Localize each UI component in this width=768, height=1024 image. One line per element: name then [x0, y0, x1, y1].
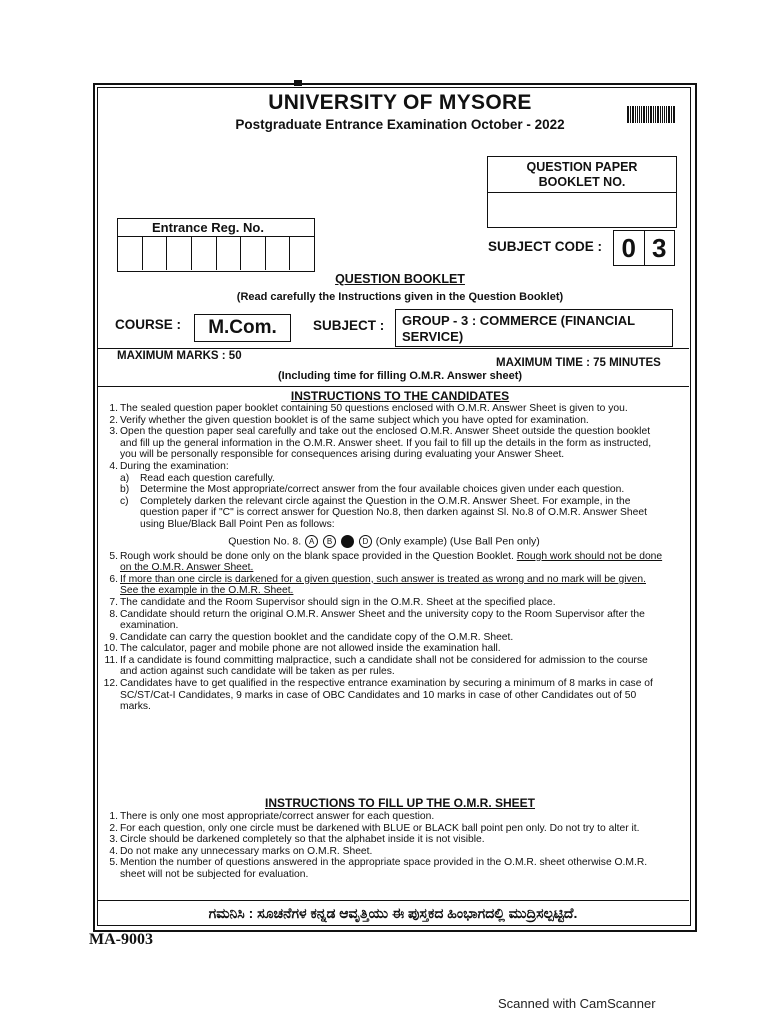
- max-marks: MAXIMUM MARKS : 50: [117, 350, 242, 362]
- subject-code-label: SUBJECT CODE :: [488, 239, 603, 254]
- qp-booklet-label-2: BOOKLET NO.: [538, 175, 626, 189]
- subject-value: GROUP - 3 : COMMERCE (FINANCIAL SERVICE): [395, 309, 673, 347]
- list-item: 1. The sealed question paper booklet containing 50 questions enclosed with O.M.R. Answer Sheet is given to you.: [109, 403, 628, 414]
- reg-cell[interactable]: [143, 237, 168, 270]
- qp-booklet-number-field[interactable]: [488, 193, 676, 226]
- question-example-suffix: (Only example) (Use Ball Pen only): [375, 534, 540, 547]
- list-item: 6. If more than one circle is darkened for a given question, such answer is treated as wrong and no mark will be given. See the example in the O.M.R. Sheet.: [109, 573, 646, 597]
- list-item: 4. Do not make any unnecessary marks on O.M.R. Sheet.: [109, 845, 373, 857]
- entrance-reg-label: Entrance Reg. No.: [118, 219, 314, 237]
- subject-code-digit: 0: [614, 231, 645, 265]
- list-subitem: a) Read each question carefully.: [120, 472, 275, 484]
- reg-cell[interactable]: [118, 237, 143, 270]
- list-item: 2. For each question, only one circle must be darkened with BLUE or BLACK ball point pen only. Do not try to alter it.: [109, 822, 640, 834]
- scanner-watermark: Scanned with CamScanner: [498, 996, 656, 1011]
- university-title: UNIVERSITY OF MYSORE: [268, 91, 532, 114]
- entrance-reg-box: [117, 218, 315, 272]
- divider: [97, 348, 689, 349]
- reg-cell[interactable]: [167, 237, 192, 270]
- reg-cell[interactable]: [217, 237, 242, 270]
- reg-cell[interactable]: [192, 237, 217, 270]
- option-c-filled-circle-icon: [341, 535, 354, 548]
- subject-label: SUBJECT :: [313, 318, 385, 333]
- list-item: 3. Circle should be darkened completely so that the alphabet inside it is not visible.: [109, 834, 485, 846]
- document-code: MA-9003: [89, 931, 153, 948]
- subject-code-box: [613, 230, 675, 266]
- entrance-reg-cells[interactable]: [118, 237, 314, 270]
- subject-code-digit: 3: [652, 233, 667, 263]
- list-item: 5. Rough work should be done only on the blank space provided in the Question Booklet. Rough work should not be done on the O.M.R. Answer Sheet.: [109, 550, 663, 574]
- list-item: 7. The candidate and the Room Supervisor should sign in the O.M.R. Sheet at the specified place.: [109, 596, 556, 608]
- reg-cell[interactable]: [266, 237, 291, 270]
- reg-cell[interactable]: [290, 237, 314, 270]
- exam-title: Postgraduate Entrance Examination October - 2022: [235, 117, 565, 132]
- instructions-list: [101, 403, 667, 713]
- reg-cell[interactable]: [241, 237, 266, 270]
- list-subitem: c) Completely darken the relevant circle against the Question in the O.M.R. Answer Sheet. For example, in the question paper if "C" is correct answer for Question No.8, then darken against Sl. No.8 of O.M.R. Answer Sheet using Blue/Black Ball Point Pen as follows:: [120, 495, 647, 530]
- omr-instructions-heading: INSTRUCTIONS TO FILL UP THE O.M.R. SHEET: [264, 796, 536, 810]
- list-item: 1. There is only one most appropriate/correct answer for each question.: [109, 811, 435, 822]
- list-item: 9. Candidate can carry the question booklet and the candidate copy of the O.M.R. Sheet.: [109, 631, 514, 643]
- list-item: 12. Candidates have to get qualified in the respective entrance examination by securing a minimum of 8 marks in case of SC/ST/Cat-I Candidates, 9 marks in case of OBC Candidates and 10 marks in case of other Candidates out of 50 marks.: [103, 678, 653, 713]
- list-item: 4. During the examination:: [109, 460, 229, 472]
- staple-mark: [294, 80, 302, 86]
- max-time: MAXIMUM TIME : 75 MINUTES: [496, 357, 661, 369]
- course-value: M.Com.: [194, 314, 291, 342]
- kannada-note: ಗಮನಿಸಿ : ಸೂಚನೆಗಳ ಕನ್ನಡ ಆವೃತ್ತಿಯು ಈ ಪುಸ್ತಕದ ಹಿಂಭಾಗದಲ್ಲಿ ಮುದ್ರಿಸಲ್ಪಟ್ಟಿದೆ.: [97, 900, 689, 922]
- question-booklet-heading: QUESTION BOOKLET: [335, 272, 465, 286]
- time-note: (Including time for filling O.M.R. Answer sheet): [277, 370, 523, 382]
- option-a-circle-icon: A: [305, 535, 318, 548]
- omr-instructions-list: [101, 811, 667, 881]
- list-item: 3. Open the question paper seal carefully and take out the enclosed O.M.R. Answer Sheet outside the question booklet and fill up the general information in the O.M.R. Answer sheet. If you fail to fill up the details in the form as instructed, you will be personally responsible for consequences arising during evaluating your Answer Sheet.: [109, 426, 652, 461]
- list-subitem: b) Determine the Most appropriate/correct answer from the four available choices given under each question.: [120, 484, 625, 496]
- list-item: 10. The calculator, pager and mobile phone are not allowed inside the examination hall.: [103, 643, 501, 655]
- course-label: COURSE :: [115, 317, 182, 332]
- instructions-heading: INSTRUCTIONS TO THE CANDIDATES: [290, 389, 510, 403]
- question-example-label: Question No. 8.: [228, 534, 302, 547]
- question-paper-booklet-box: [487, 156, 677, 228]
- list-item: 2. Verify whether the given question booklet is of the same subject which you have opted for examination.: [109, 414, 589, 426]
- barcode-icon: [627, 106, 675, 123]
- qp-booklet-label-1: QUESTION PAPER: [526, 160, 638, 174]
- question-example: [101, 535, 667, 548]
- divider: [97, 386, 689, 387]
- option-b-circle-icon: B: [323, 535, 336, 548]
- list-item: 11. If a candidate is found committing malpractice, such a candidate shall not be considered for admission to the course and action against such candidate will be taken as per rules.: [104, 654, 648, 678]
- list-item: 8. Candidate should return the original O.M.R. Answer Sheet and the university copy to the Room Supervisor after the examination.: [109, 608, 645, 632]
- read-carefully-note: (Read carefully the Instructions given in the Question Booklet): [236, 291, 564, 303]
- option-d-circle-icon: D: [359, 535, 372, 548]
- list-item: 5. Mention the number of questions answered in the appropriate space provided in the O.M.R. sheet otherwise O.M.R. sheet will not be subjected for evaluation.: [109, 857, 648, 880]
